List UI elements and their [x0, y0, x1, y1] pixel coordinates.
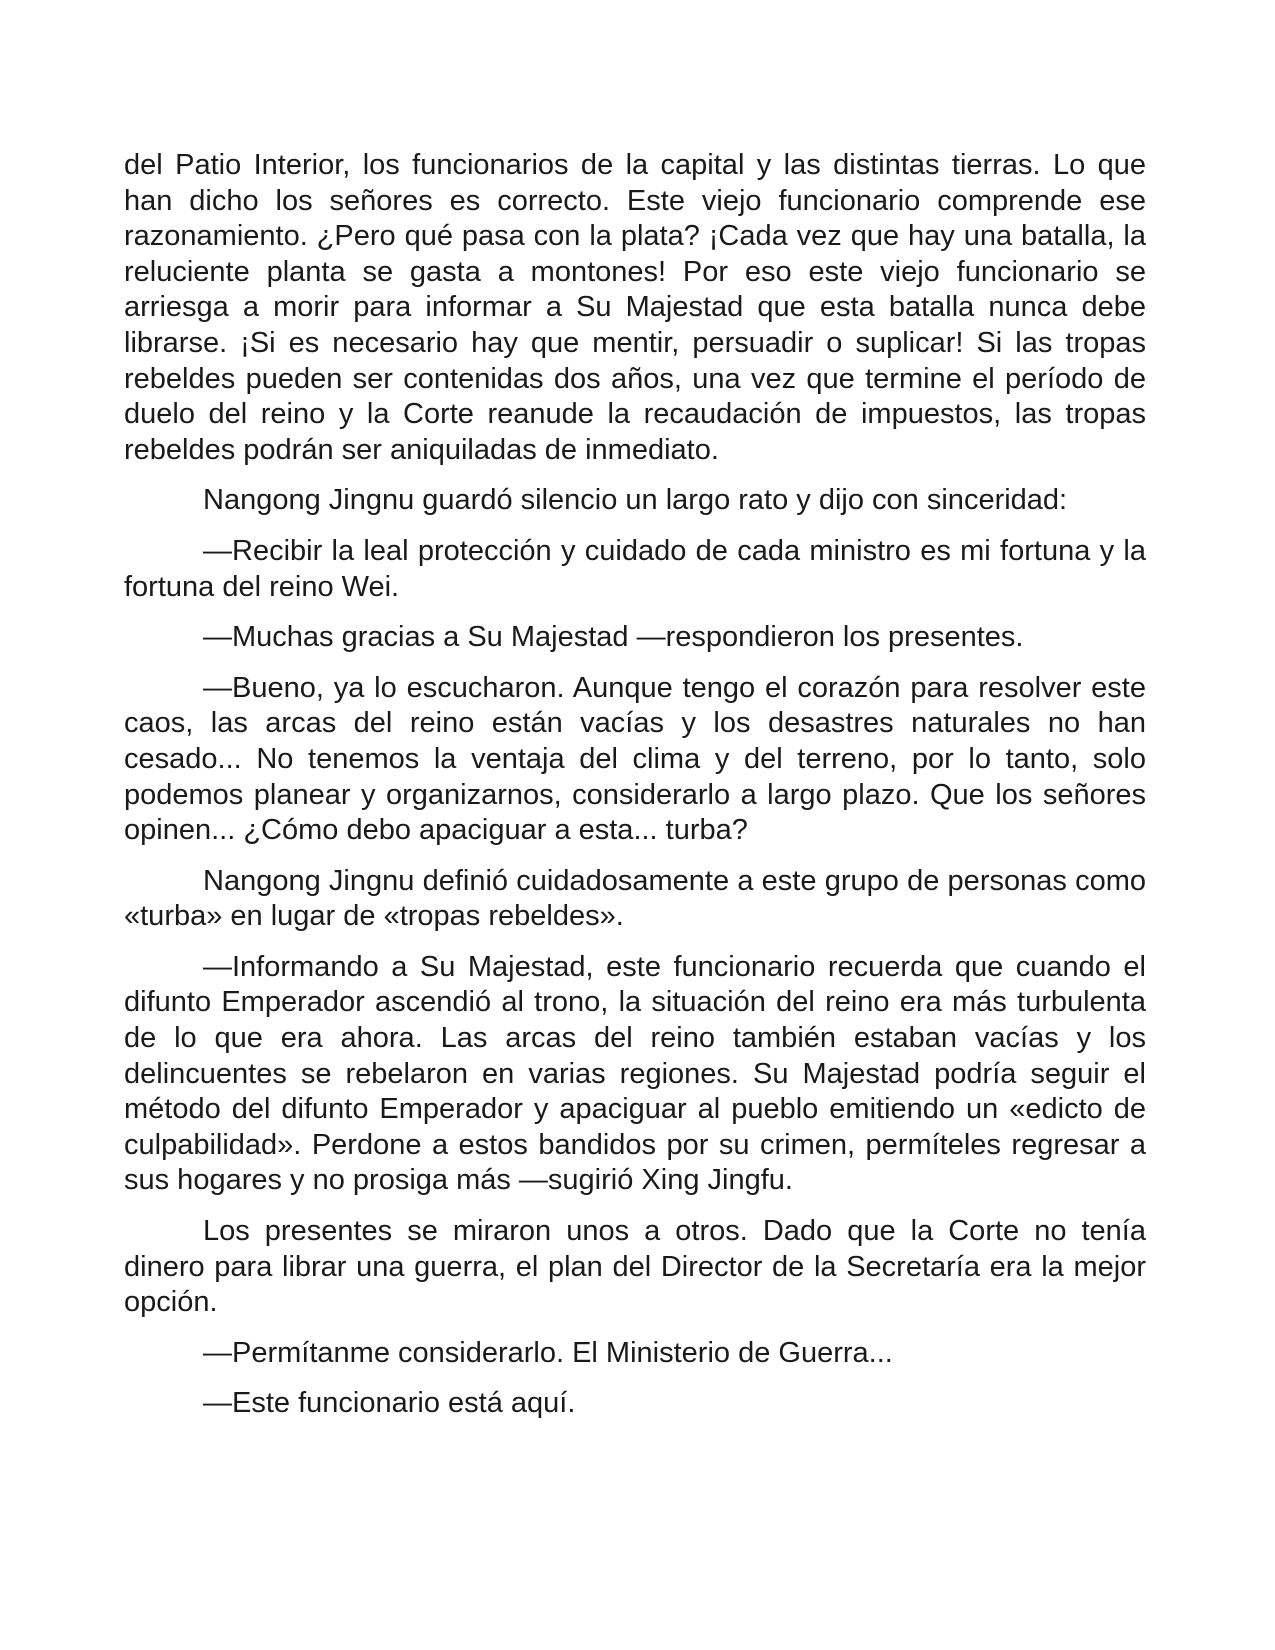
paragraph-3: —Recibir la leal protección y cuidado de cada ministro es mi fortuna y la fortuna del reino Wei. [124, 534, 1146, 603]
paragraph-5: —Bueno, ya lo escucharon. Aunque tengo el corazón para resolver este caos, las arcas del reino están vacías y los desastres naturales no han cesado... No tenemos la ventaja del clima y del terreno, por lo tanto, solo podemos planear y organizarnos, considerarlo a largo plazo. Que los señores opinen... ¿Cómo debo apaciguar a esta... turba? [124, 671, 1146, 847]
document-page [124, 148, 1146, 1437]
paragraph-9: —Permítanme considerarlo. El Ministerio de Guerra... [203, 1336, 893, 1369]
paragraph-8: Los presentes se miraron unos a otros. Dado que la Corte no tenía dinero para librar una guerra, el plan del Director de la Secretaría era la mejor opción. [124, 1215, 1146, 1319]
paragraph-7: —Informando a Su Majestad, este funcionario recuerda que cuando el difunto Emperador ascendió al trono, la situación del reino era más turbulenta de lo que era ahora. Las arcas del reino también estaban vacías y los delincuentes se rebelaron en varias regiones. Su Majestad podría seguir el método del difunto Emperador y apaciguar al pueblo emitiendo un «edicto de culpabilidad». Perdone a estos bandidos por su crimen, permíteles regresar a sus hogares y no prosiga más —sugirió Xing Jingfu. [124, 950, 1146, 1197]
paragraph-2: Nangong Jingnu guardó silencio un largo rato y dijo con sinceridad: [203, 484, 1068, 517]
paragraph-1: del Patio Interior, los funcionarios de la capital y las distintas tierras. Lo que han dicho los señores es correcto. Este viejo funcionario comprende ese razonamiento. ¿Pero qué pasa con la plata? ¡Cada vez que hay una batalla, la reluciente planta se gasta a montones! Por eso este viejo funcionario se arriesga a morir para informar a Su Majestad que esta batalla nunca debe librarse. ¡Si es necesario hay que mentir, persuadir o suplicar! Si las tropas rebeldes pueden ser contenidas dos años, una vez que termine el período de duelo del reino y la Corte reanude la recaudación de impuestos, las tropas rebeldes podrán ser aniquiladas de inmediato. [124, 149, 1146, 466]
paragraph-4: —Muchas gracias a Su Majestad —respondieron los presentes. [203, 621, 1024, 654]
paragraph-6: Nangong Jingnu definió cuidadosamente a este grupo de personas como «turba» en lugar de «tropas rebeldes». [124, 864, 1146, 933]
paragraph-10: —Este funcionario está aquí. [203, 1387, 576, 1420]
